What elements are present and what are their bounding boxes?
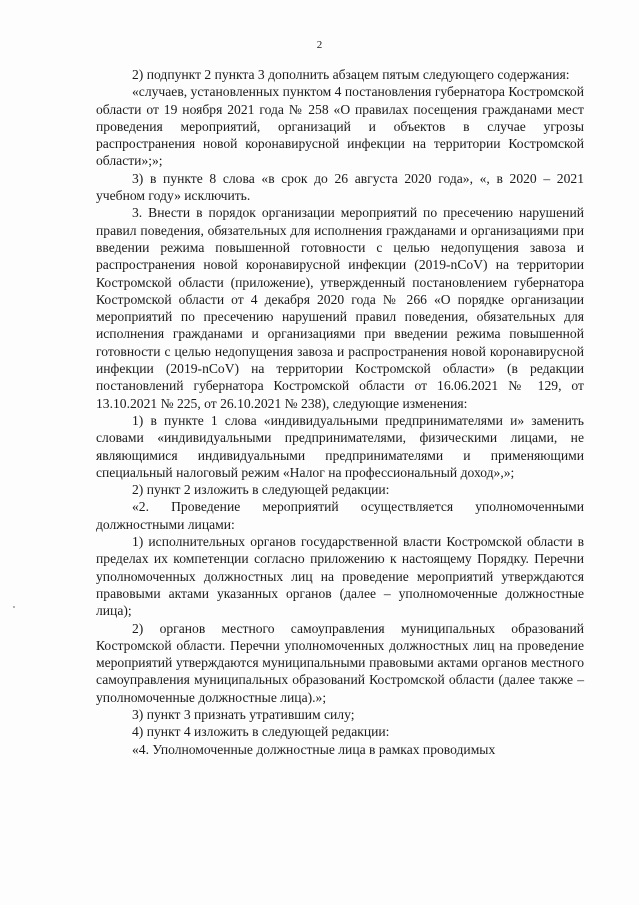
page-number: 2 — [316, 39, 323, 51]
paragraph-quoted-item-2: «2. Проведение мероприятий осуществляется уполномоченными должностными лицами: — [96, 499, 584, 532]
paragraph-executive-bodies: 1) исполнительных органов государственной власти Костромской области в пределах их компетенции согласно приложению к настоящему Порядку. Перечни уполномоченных должностных лиц на проведение мероприятий утверждаются правовыми актами указанных органов (далее – уполномоченные должностные лица); — [96, 534, 584, 619]
document-body — [96, 66, 584, 758]
paragraph-item-4-restate: 4) пункт 4 изложить в следующей редакции: — [132, 724, 390, 740]
paragraph-quoted-item-4: «4. Уполномоченные должностные лица в рамках проводимых — [132, 741, 496, 757]
paragraph-local-government: 2) органов местного самоуправления муниципальных образований Костромской области. Перечни уполномоченных должностных лиц на проведение мероприятий утверждаются муниципальными правовыми актами органов местного самоуправления муниципальных образований Костромской области (далее также – уполномоченные должностные лица).»; — [96, 620, 584, 705]
scan-speck — [13, 606, 15, 608]
paragraph-item-2-restate: 2) пункт 2 изложить в следующей редакции: — [132, 482, 390, 498]
paragraph-item-8-words: 3) в пункте 8 слова «в срок до 26 августа 2020 года», «, в 2020 – 2021 учебном году» исключить. — [96, 170, 584, 204]
paragraph-item-3-repeal: 3) пункт 3 признать утратившим силу; — [132, 706, 355, 722]
paragraph-section-3-amendments: 3. Внести в порядок организации мероприятий по пресечению нарушений правил поведения, обязательных для исполнения гражданами и организациями при введении режима повышенной готовности с целью недопущения завоза и распространения новой коронавирусной инфекции (2019-nCoV) на территории Костромской области (приложение), утвержденный постановлением губернатора Костромской области от 4 декабря 2020 года № 266 «О порядке организации мероприятий по пресечению нарушений правил поведения, обязательных для исполнения гражданами и организациями при введении режима повышенной готовности с целью недопущения завоза и распространения новой коронавирусной инфекции (2019-nCoV) на территории Костромской области» (в редакции постановлений губернатора Костромской области от 16.06.2021 № 129, от 13.10.2021 № 225, от 26.10.2021 № 238), следующие изменения: — [96, 205, 584, 411]
paragraph-item-1-replace: 1) в пункте 1 слова «индивидуальными предпринимателями и» заменить словами «индивидуальными предпринимателями, физическими лицами, не являющимися индивидуальными предпринимателями и применяющими специальный налоговый режим «Налог на профессиональный доход»,»; — [96, 412, 584, 480]
paragraph-quoted-cases: «случаев, установленных пунктом 4 постановления губернатора Костромской области от 19 ноября 2021 года № 258 «О правилах посещения гражданами мест проведения мероприятий, организаций и объектов в случае угрозы распространения новой коронавирусной инфекции на территории Костромской области»;»; — [96, 84, 584, 169]
paragraph-amend-subitem-2: 2) подпункт 2 пункта 3 дополнить абзацем пятым следующего содержания: — [132, 67, 570, 82]
